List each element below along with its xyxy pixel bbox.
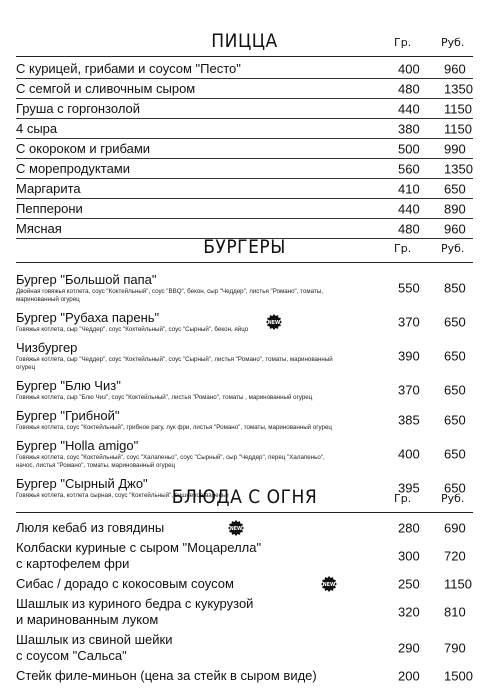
item-price: 1150 xyxy=(444,101,472,116)
price-column-header: Руб. xyxy=(441,242,465,255)
badge-label: NEW xyxy=(267,320,281,326)
item-price: 650 xyxy=(444,480,466,496)
grill-item xyxy=(16,538,473,574)
burgers-section xyxy=(16,232,473,503)
grill-list xyxy=(16,518,473,686)
grams-column-header: Гр. xyxy=(394,492,412,505)
badge-label: NEW xyxy=(229,526,243,532)
item-grams: 320 xyxy=(398,604,420,620)
item-price: 890 xyxy=(444,201,466,216)
section-title: ПИЦЦА xyxy=(211,30,278,52)
item-price: 720 xyxy=(444,548,466,564)
grill-item xyxy=(16,518,473,538)
item-grams: 500 xyxy=(398,141,420,156)
item-description: Говяжья котлета, сыр "Чеддер", соус "Коктейльный", соус "Сырный", бекон, яйцо xyxy=(16,326,249,333)
item-name: Люля кебаб из говядины xyxy=(16,520,165,535)
item-grams: 410 xyxy=(398,181,420,196)
item-name: Стейк филе-миньон (цена за стейк в сыром виде) xyxy=(16,668,317,683)
item-name: 4 сыра xyxy=(16,121,58,136)
pizza-item xyxy=(16,99,473,119)
grill-item xyxy=(16,630,473,666)
grill-header xyxy=(16,482,473,513)
burgers-item xyxy=(16,375,473,405)
item-name: С морепродуктами xyxy=(16,161,130,176)
item-name: Мясная xyxy=(16,221,62,236)
section-title: БЛЮДА С ОГНЯ xyxy=(171,486,318,508)
item-name: Бургер "Сырный Джо" xyxy=(16,476,148,491)
item-price: 810 xyxy=(444,604,466,620)
item-grams: 395 xyxy=(398,480,420,496)
burgers-item xyxy=(16,435,473,473)
item-description: Говяжья котлета, котлета сырная, соус "Коктейльный", вишневое варенье xyxy=(16,492,229,499)
item-name: Шашлык из свиной шейки с соусом "Сальса" xyxy=(16,632,173,663)
item-name: Маргарита xyxy=(16,181,81,196)
grill-item xyxy=(16,594,473,630)
item-name: Бургер "Грибной" xyxy=(16,408,120,423)
item-price: 960 xyxy=(444,61,466,76)
new-badge-icon xyxy=(266,314,282,330)
grams-column-header: Гр. xyxy=(394,242,412,255)
item-price: 1350 xyxy=(444,161,473,176)
item-price: 960 xyxy=(444,221,466,236)
item-price: 650 xyxy=(444,181,466,196)
item-price: 650 xyxy=(444,382,466,398)
item-name: Шашлык из куриного бедра с кукурузой и маринованным луком xyxy=(16,596,254,627)
item-name: С семгой и сливочным сыром xyxy=(16,81,196,96)
pizza-list xyxy=(16,59,473,239)
item-grams: 560 xyxy=(398,161,420,176)
burgers-item xyxy=(16,307,473,337)
burgers-item xyxy=(16,405,473,435)
item-grams: 280 xyxy=(398,520,420,536)
item-name: Груша с горгонзолой xyxy=(16,101,141,116)
item-price: 690 xyxy=(444,520,466,536)
item-grams: 440 xyxy=(398,101,420,116)
item-name: Бургер "Большой папа" xyxy=(16,272,157,287)
item-grams: 300 xyxy=(398,548,420,564)
pizza-header xyxy=(16,26,473,57)
item-grams: 370 xyxy=(398,314,420,330)
item-price: 850 xyxy=(444,280,466,296)
section-title: БУРГЕРЫ xyxy=(203,236,286,258)
item-price: 650 xyxy=(444,412,466,428)
item-name: Бургер "Блю Чиз" xyxy=(16,378,121,393)
item-grams: 400 xyxy=(398,61,420,76)
item-price: 790 xyxy=(444,640,466,656)
item-name: Бургер "Рубаха парень" xyxy=(16,310,160,325)
item-name: С окороком и грибами xyxy=(16,141,151,156)
item-description: Говяжья котлета, сыр "Блю Чиз", соус "Коктейльный", листья "Романо", томаты , маринованный огурец xyxy=(16,394,313,401)
pizza-item xyxy=(16,79,473,99)
badge-label: NEW xyxy=(322,582,336,588)
item-grams: 385 xyxy=(398,412,420,428)
item-price: 1500 xyxy=(444,668,473,684)
item-grams: 400 xyxy=(398,446,420,462)
grill-item xyxy=(16,666,473,686)
item-price: 990 xyxy=(444,141,466,156)
item-description: Говяжья котлета, сыр "Чеддер", соус "Коктейльный", соус "Сырный", листья "Романо", томаты, маринованный огурец xyxy=(16,356,333,371)
item-grams: 290 xyxy=(398,640,420,656)
item-description: Говяжья котлета, соус "Коктейльный", соус "Халапеньо", соус "Сырный", сыр "Чеддер", перец "Халапеньо", начос, листья "Романо", томаты, маринованный огурец xyxy=(16,454,325,469)
pizza-item xyxy=(16,159,473,179)
grill-item xyxy=(16,574,473,594)
item-grams: 480 xyxy=(398,221,420,236)
item-description: Двойная говяжья котлета, соус "Коктейльный", соус "BBQ", бекон, сыр "Чеддер", листья "Романо", томаты, маринованный огурец xyxy=(16,288,323,303)
burgers-header xyxy=(16,232,473,263)
item-grams: 440 xyxy=(398,201,420,216)
item-price: 1150 xyxy=(444,576,472,592)
item-name: Колбаски куриные с сыром "Моцарелла" с картофелем фри xyxy=(16,540,262,571)
item-price: 650 xyxy=(444,348,466,364)
item-description: Говяжья котлета, соус "Коктейльный", грибное рагу, лук фри, листья "Романо", томаты, маринованный огурец xyxy=(16,424,332,431)
burgers-item xyxy=(16,337,473,375)
item-grams: 550 xyxy=(398,280,420,296)
pizza-item xyxy=(16,119,473,139)
pizza-item xyxy=(16,199,473,219)
item-grams: 480 xyxy=(398,81,420,96)
pizza-item xyxy=(16,139,473,159)
grill-section xyxy=(16,482,473,686)
pizza-section xyxy=(16,26,473,239)
pizza-item xyxy=(16,59,473,79)
item-name: Бургер "Holla amigo" xyxy=(16,438,139,453)
item-price: 1350 xyxy=(444,81,473,96)
item-grams: 250 xyxy=(398,576,420,592)
item-grams: 370 xyxy=(398,382,420,398)
new-badge-icon xyxy=(228,520,244,536)
item-name: Пепперони xyxy=(16,201,83,216)
item-price: 650 xyxy=(444,314,466,330)
price-column-header: Руб. xyxy=(441,492,465,505)
item-grams: 380 xyxy=(398,121,420,136)
item-grams: 390 xyxy=(398,348,420,364)
item-price: 1150 xyxy=(444,121,472,136)
item-name: Сибас / дорадо с кокосовым соусом xyxy=(16,576,234,591)
pizza-item xyxy=(16,179,473,199)
item-name: С курицей, грибами и соусом "Песто" xyxy=(16,61,241,76)
burgers-item xyxy=(16,269,473,307)
burgers-list xyxy=(16,269,473,503)
price-column-header: Руб. xyxy=(441,36,465,49)
item-grams: 200 xyxy=(398,668,420,684)
grams-column-header: Гр. xyxy=(394,36,412,49)
item-price: 650 xyxy=(444,446,466,462)
item-name: Чизбургер xyxy=(16,340,78,355)
new-badge-icon xyxy=(321,576,337,592)
